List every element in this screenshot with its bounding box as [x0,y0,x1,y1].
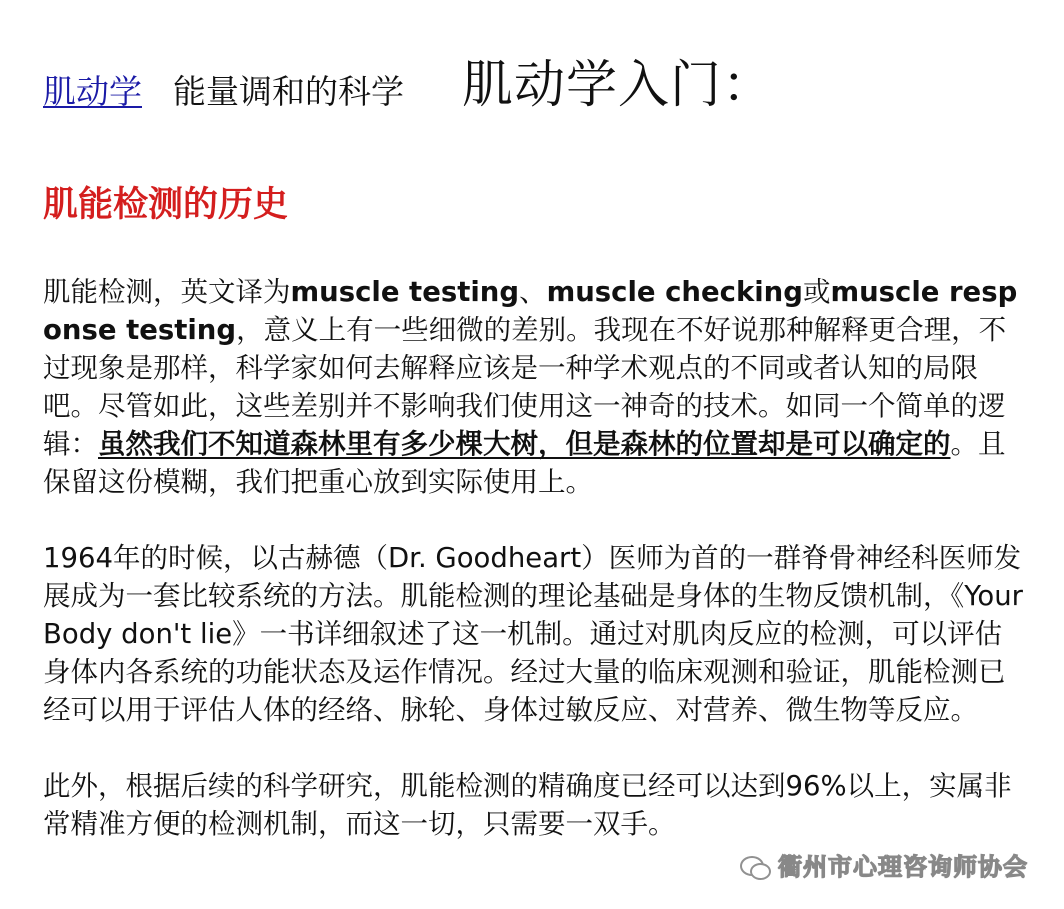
paragraph-text: 。且保留这份模糊，我们把重心放到实际使用上。 [43,428,1006,498]
page-header [43,58,1033,118]
watermark-text: 衢州市心理咨询师协会 [778,853,1028,881]
paragraph-3: 此外，根据后续的科学研究，肌能检测的精确度已经可以达到96%以上，实属非常精准方便的检测机制，而这一切，只需要一双手。 [43,770,1012,840]
paragraph-text: ，意义上有一些细微的差别。我现在不好说那种解释更合理，不过现象是那样，科学家如何去解释应该是一种学术观点的不同或者认知的局限吧。尽管如此，这些差别并不影响我们使用这一神奇的技术。如同一个简单的逻辑： [43,314,1007,460]
article-body [43,273,1023,843]
page-title: 肌动学入门： [462,56,775,115]
paragraph-1 [43,273,1023,501]
brand-link[interactable]: 肌动学 [43,72,142,111]
english-term: muscle checking [546,276,803,308]
section-heading: 肌能检测的历史 [43,185,289,225]
paragraph-text: 或 [802,276,831,308]
english-term: muscle testing [290,276,520,308]
tagline: 能量调和的科学 [173,72,404,111]
english-term: muscle response testing [43,276,1018,346]
emphasized-quote: 虽然我们不知道森林里有多少棵大树，但是森林的位置却是可以确定的 [98,428,951,460]
paragraph-text: 、 [519,276,547,308]
source-watermark [740,853,1028,881]
wechat-icon [740,854,770,880]
paragraph-text: 肌能检测，英文译为 [43,276,291,308]
paragraph-2: 1964年的时候，以古赫德（Dr. Goodheart）医师为首的一群脊骨神经科医师发展成为一套比较系统的方法。肌能检测的理论基础是身体的生物反馈机制，《Your Body don't lie》一书详细叙述了这一机制。通过对肌肉反应的检测，可以评估身体内各系统的功能状态及运作情况。经过大量的临床观测和验证，肌能检测已经可以用于评估人体的经络、脉轮、身体过敏反应、对营养、微生物等反应。 [43,542,1023,726]
